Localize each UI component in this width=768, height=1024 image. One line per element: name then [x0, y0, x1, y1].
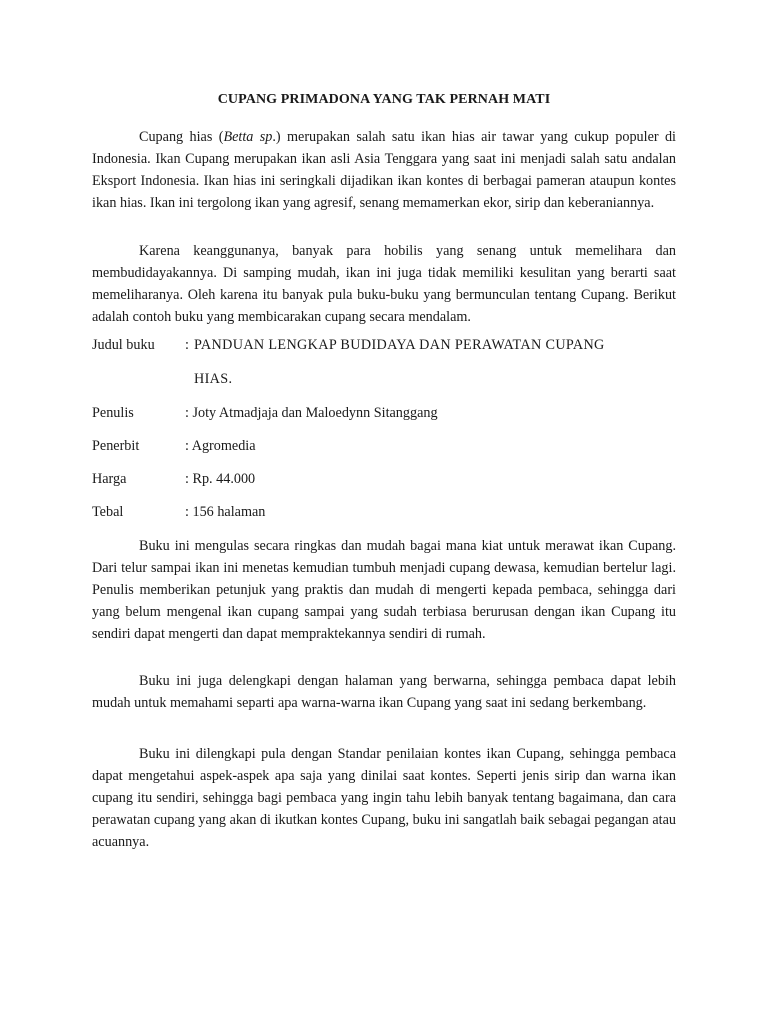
- judul-value: PANDUAN LENGKAP BUDIDAYA DAN PERAWATAN CUPANG: [194, 337, 605, 353]
- paragraph-intro: [92, 126, 676, 214]
- paragraph-intro-before: Cupang hias (: [139, 129, 224, 145]
- penerbit-label: Penerbit: [92, 438, 140, 454]
- harga-label: Harga: [92, 471, 127, 487]
- document-title: CUPANG PRIMADONA YANG TAK PERNAH MATI: [217, 92, 551, 107]
- penulis-value: : Joty Atmadjaja dan Maloedynn Sitanggang: [185, 405, 438, 421]
- paragraph-hobbyists: Karena keanggunanya, banyak para hobilis yang senang untuk memelihara dan membudidayakannya. Di samping mudah, ikan ini juga tidak memiliki kesulitan yang berarti saat memeliharanya. Oleh karena itu banyak pula buku-buku yang bermunculan tentang Cupang. Berikut adalah contoh buku yang membicarakan cupang secara mendalam.: [92, 243, 676, 325]
- judul-separator: :: [185, 337, 189, 353]
- judul-value-continued: HIAS.: [194, 371, 233, 387]
- tebal-label: Tebal: [92, 504, 124, 520]
- scientific-name: Betta sp: [223, 129, 273, 145]
- paragraph-contest-standard: Buku ini dilengkapi pula dengan Standar penilaian kontes ikan Cupang, sehingga pembaca dapat mengetahui aspek-aspek apa saja yang dinilai saat kontes. Seperti jenis sirip dan warna ikan cupang itu sendiri, sehingga bagi pembaca yang ingin tahu lebih banyak tentang bagaimana, dan cara perawatan cupang yang akan di ikutkan kontes Cupang, buku ini sangatlah baik sebagai pegangan atau acuannya.: [92, 746, 676, 850]
- tebal-value: : 156 halaman: [185, 504, 266, 520]
- paragraph-intro-after: .) merupakan salah satu ikan hias air tawar yang cukup populer di Indonesia. Ikan Cupang merupakan ikan asli Asia Tenggara yang saat ini menjadi salah satu andalan Eksport Indonesia. Ikan hias ini seringkali dijadikan ikan kontes di berbagai pameran ataupun kontes ikan hias. Ikan ini tergolong ikan yang agresif, senang memamerkan ekor, sirip dan keberaniannya.: [92, 129, 676, 211]
- penerbit-value: : Agromedia: [185, 438, 256, 454]
- document-page: [92, 0, 676, 1024]
- paragraph-book-summary: Buku ini mengulas secara ringkas dan mudah bagai mana kiat untuk merawat ikan Cupang. Dari telur sampai ikan ini menetas kemudian tumbuh menjadi cupang dewasa, kemudian bertelur lagi. Penulis memberikan petunjuk yang praktis dan mudah di mengerti kepada pembaca, sehingga dari yang belum mengenal ikan cupang sampai yang sudah terbiasa berurusan dengan ikan Cupang itu sendiri dapat mengerti dan dapat mempraktekannya sendiri di rumah.: [92, 538, 676, 642]
- penulis-label: Penulis: [92, 405, 134, 421]
- paragraph-color-pages: Buku ini juga delengkapi dengan halaman yang berwarna, sehingga pembaca dapat lebih mudah untuk memahami separti apa warna-warna ikan Cupang yang saat ini sedang berkembang.: [92, 673, 676, 711]
- harga-value: : Rp. 44.000: [185, 471, 256, 487]
- judul-label: Judul buku: [92, 337, 155, 353]
